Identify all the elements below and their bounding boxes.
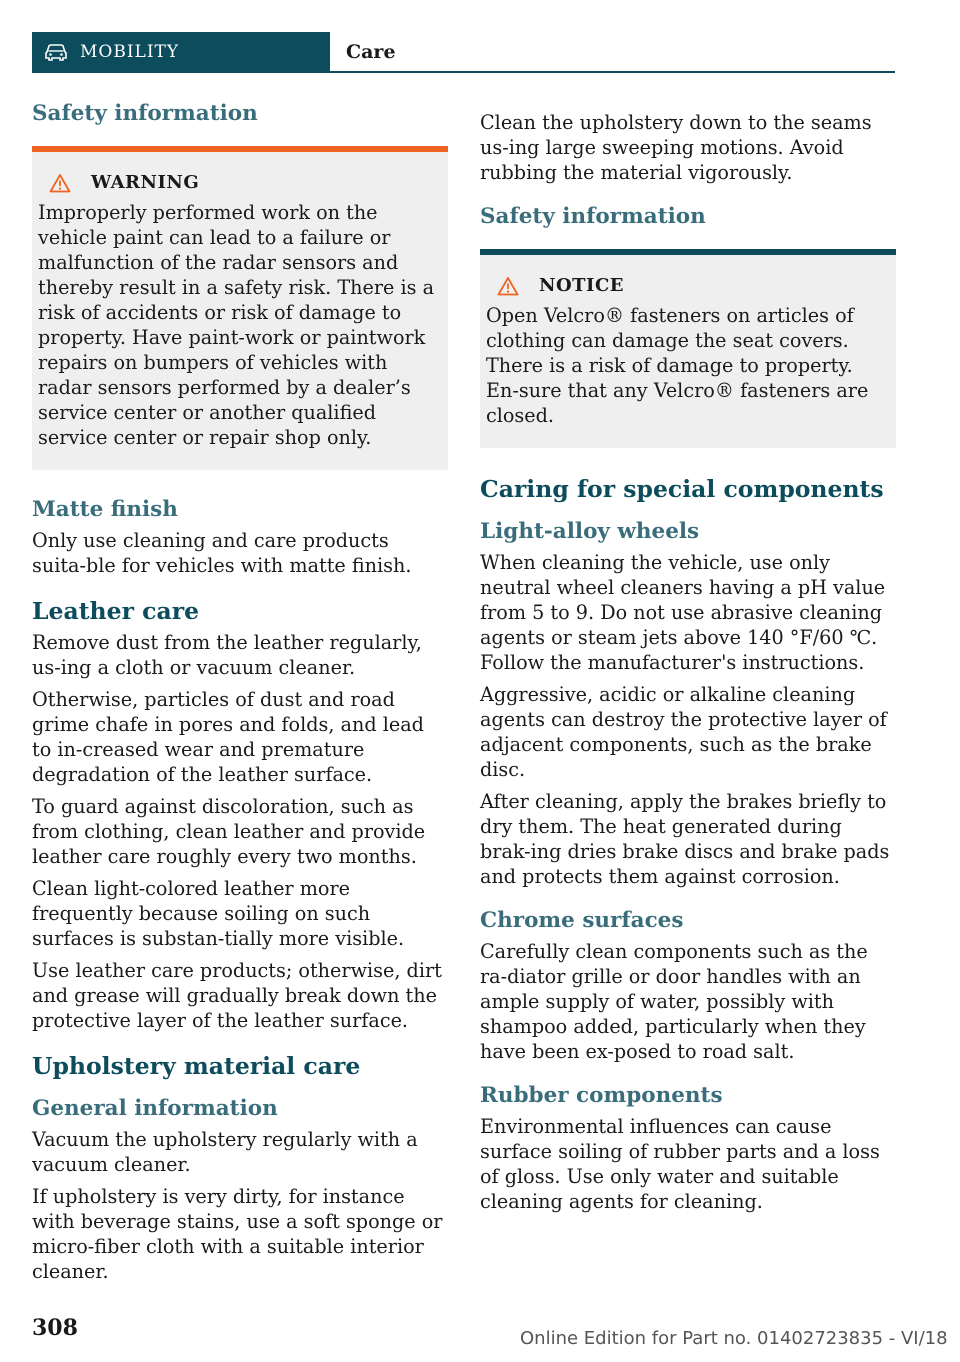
leather-heading: Leather care [32, 597, 200, 625]
section-tab [32, 32, 330, 71]
chrome-heading: Chrome surfaces [480, 908, 684, 933]
warning-box [32, 146, 448, 470]
notice-title [497, 275, 890, 296]
general-paragraph: If upholstery is very dirty, for instance with beverage stains, use a soft sponge or micro-fiber cloth with a suitable interior cleaner. [32, 1185, 443, 1283]
leather-paragraph: Remove dust from the leather regularly, us-ing a cloth or vacuum cleaner. [32, 631, 422, 679]
upholstery-heading: Upholstery material care [32, 1052, 361, 1080]
special-heading: Caring for special components [480, 475, 884, 503]
warning-label: WARNING [91, 172, 200, 193]
chrome-paragraph: Carefully clean components such as the ra-diator grille or door handles with an ample supply of water, possibly with shampoo added, particularly when they have been ex-posed to road salt. [480, 940, 868, 1063]
leather-paragraph: To guard against discoloration, such as from clothing, clean leather and provide leather care roughly every two months. [32, 795, 426, 868]
notice-label: NOTICE [539, 275, 624, 296]
edition-info: Online Edition for Part no. 01402723835 - VI/18 [520, 1328, 948, 1349]
notice-icon [497, 276, 519, 296]
page-header [32, 32, 895, 73]
wheels-heading: Light-alloy wheels [480, 519, 700, 544]
safety-heading: Safety information [32, 101, 258, 126]
wheels-paragraph: Aggressive, acidic or alkaline cleaning agents can destroy the protective layer of adjacent components, such as the brake disc. [480, 683, 887, 781]
leather-paragraph: Use leather care products; otherwise, dirt and grease will gradually break down the protective layer of the leather surface. [32, 959, 442, 1032]
leather-paragraph: Clean light-colored leather more frequently because soiling on such surfaces is substan-tially more visible. [32, 877, 405, 950]
warning-icon [49, 173, 71, 193]
notice-text: Open Velcro® fasteners on articles of clothing can damage the seat covers. There is a risk of damage to property. En-sure that any Velcro® fasteners are closed. [486, 304, 869, 427]
safety-heading: Safety information [480, 204, 706, 229]
clean-paragraph: Clean the upholstery down to the seams us-ing large sweeping motions. Avoid rubbing the material vigorously. [480, 111, 872, 184]
section-title: MOBILITY [80, 41, 180, 62]
right-column [480, 110, 896, 1221]
rubber-heading: Rubber components [480, 1083, 723, 1108]
page-number: 308 [32, 1315, 78, 1341]
general-paragraph: Vacuum the upholstery regularly with a vacuum cleaner. [32, 1128, 418, 1176]
leather-paragraph: Otherwise, particles of dust and road grime chafe in pores and folds, and lead to in-creased wear and premature degradation of the leather surface. [32, 688, 424, 786]
warning-title [49, 172, 442, 193]
warning-text: Improperly performed work on the vehicle paint can lead to a failure or malfunction of the radar sensors and thereby result in a safety risk. There is a risk of accidents or risk of damage to property. Have paint-work or paintwork repairs on bumpers of vehicles with radar sensors performed by a dealer’s service center or another qualified service center or repair shop only. [38, 201, 435, 449]
rubber-paragraph: Environmental influences can cause surface soiling of rubber parts and a loss of gloss. Use only water and suitable cleaning agents for cleaning. [480, 1115, 880, 1213]
left-column [32, 100, 448, 1291]
car-icon [44, 43, 68, 61]
notice-box [480, 249, 896, 448]
wheels-paragraph: When cleaning the vehicle, use only neutral wheel cleaners having a pH value from 5 to 9. Do not use abrasive cleaning agents or steam jets above 140 °F/60 ℃. Follow the manufacturer's instructions. [480, 551, 886, 674]
chapter-title: Care [346, 40, 396, 63]
matte-text: Only use cleaning and care products suita-ble for vehicles with matte finish. [32, 529, 412, 577]
matte-heading: Matte finish [32, 497, 178, 522]
general-heading: General information [32, 1096, 278, 1121]
wheels-paragraph: After cleaning, apply the brakes briefly to dry them. The heat generated during brak-ing dries brake discs and brake pads and protects them against corrosion. [480, 790, 890, 888]
